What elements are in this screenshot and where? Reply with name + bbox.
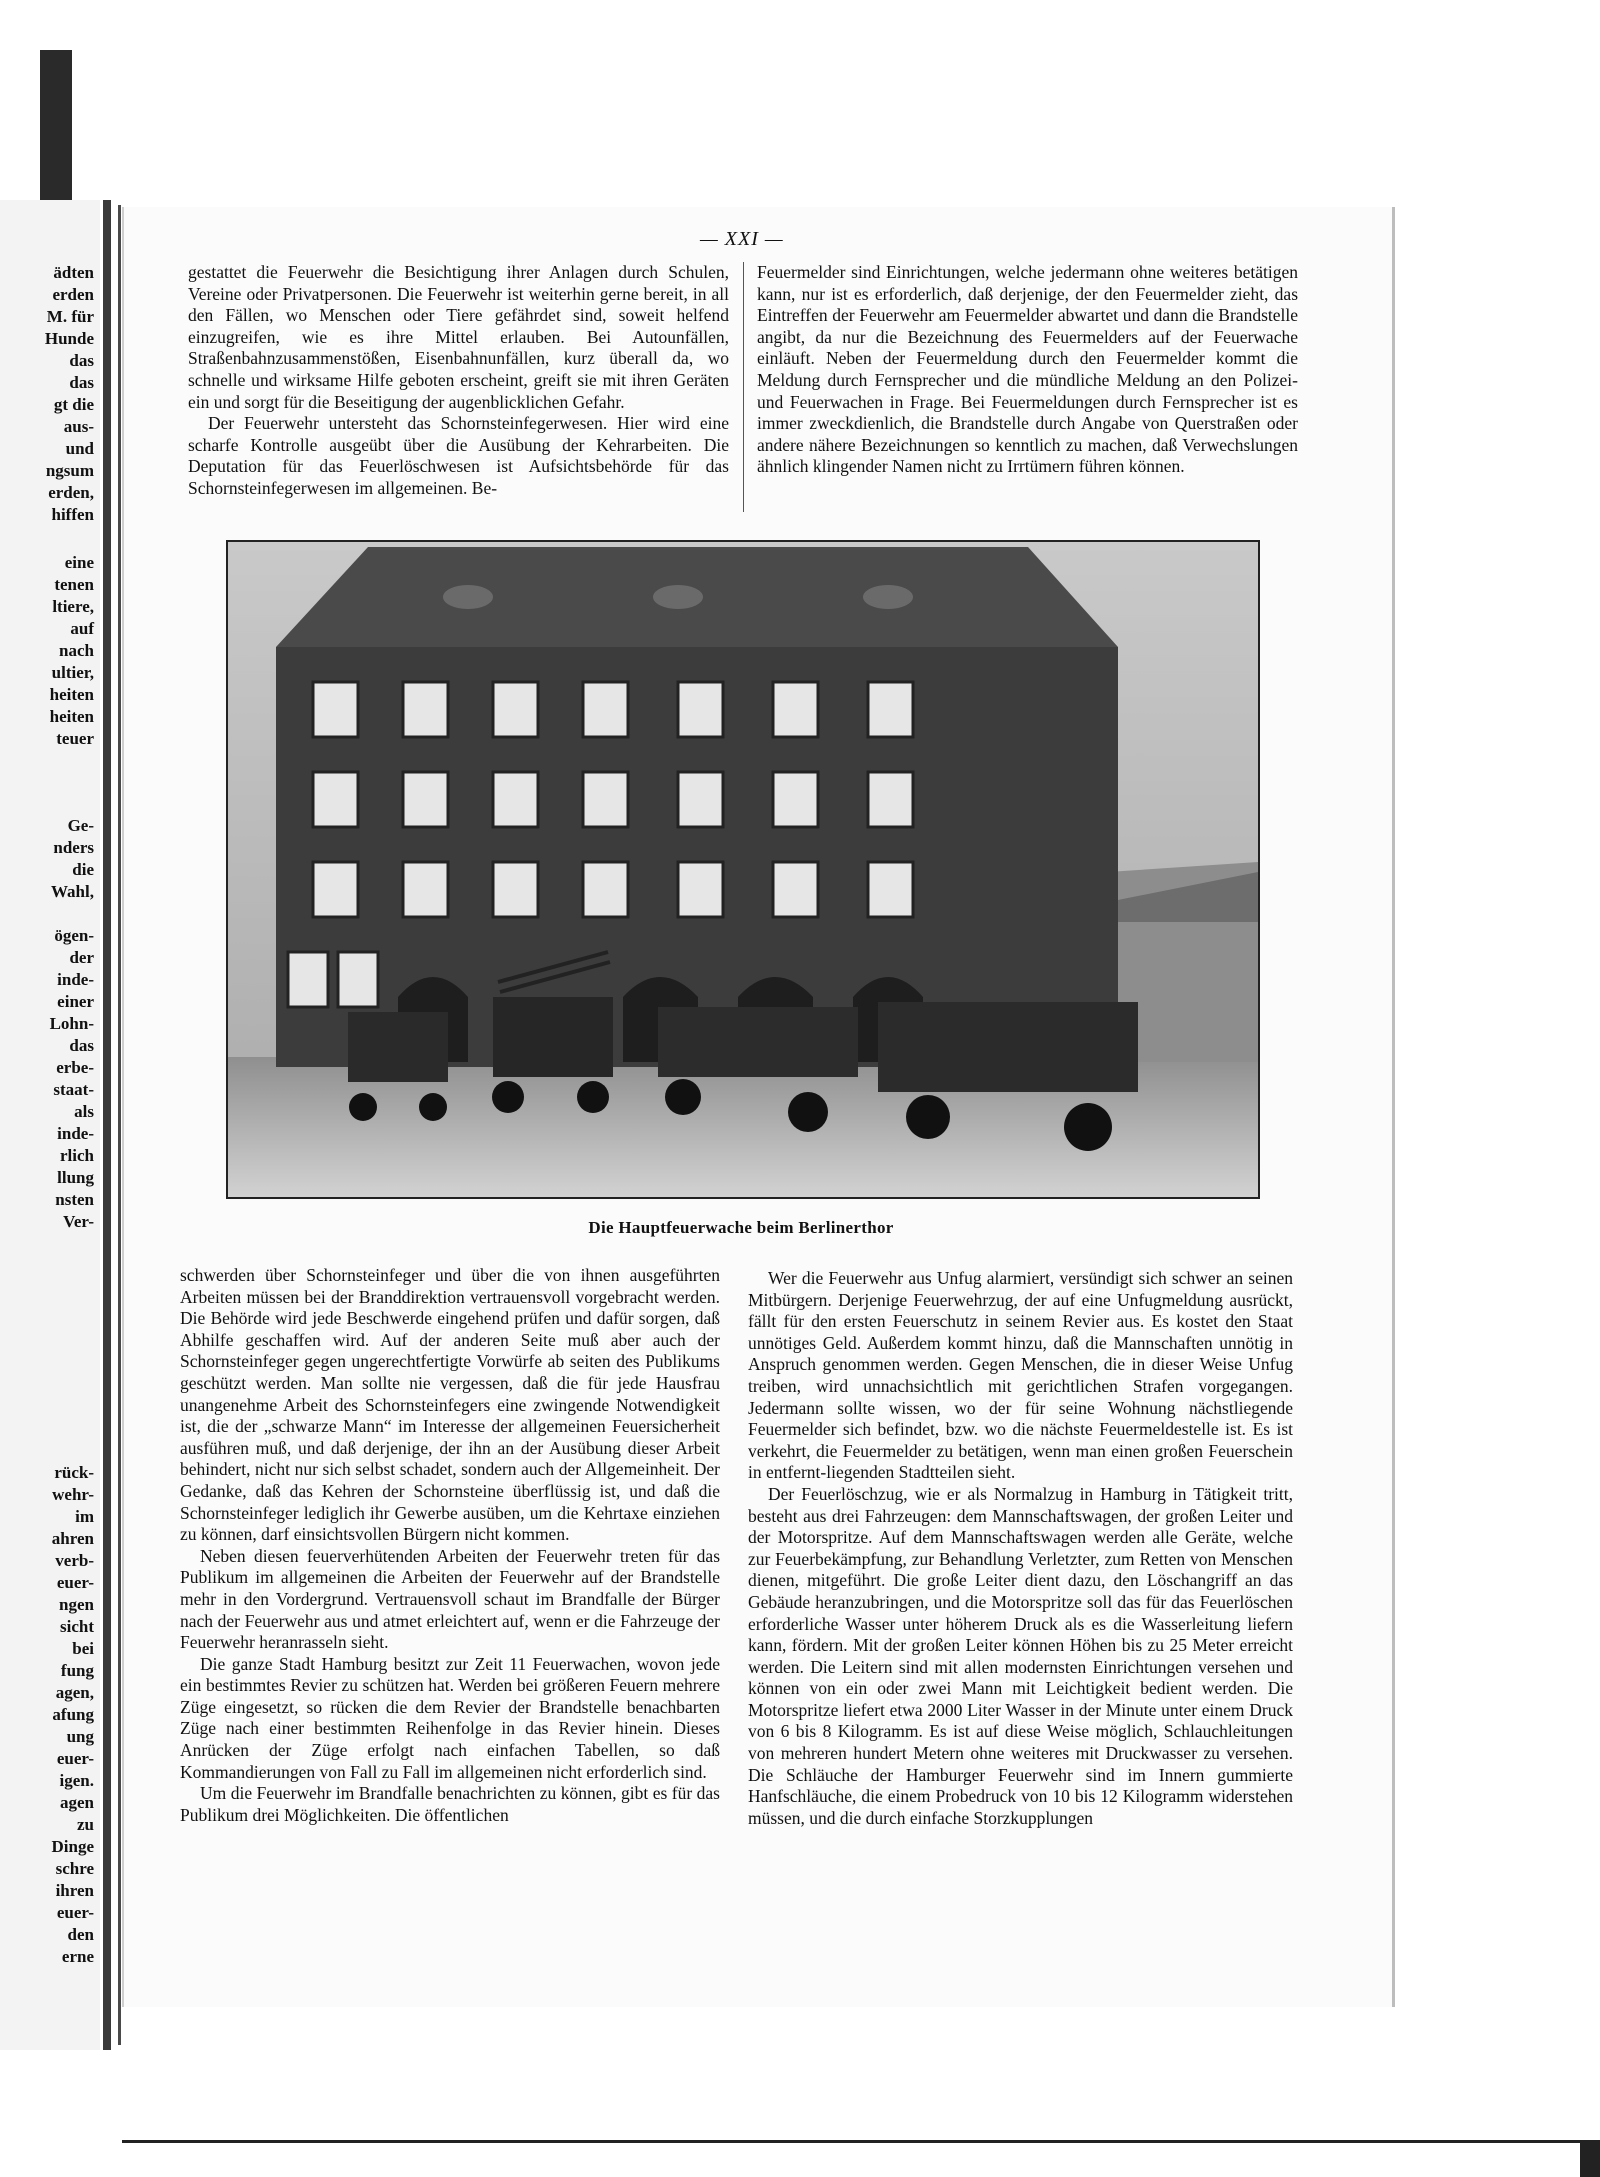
paragraph: schwerden über Schornsteinfeger und über die von ihnen ausgeführten Arbeiten müssen bei der Branddirektion vertrauensvoll vorgebracht werden. Die Behörde wird jede Beschwerde eingehend prüfen und dafür sorgen, daß Abhilfe geschaffen wird. Auf der anderen Seite muß aber auch der Schornsteinfeger gegen ungerechtfertigte Vorwürfe ab seiten des Publikums geschützt werden. Man sollte nie vergessen, daß die für jede Hausfrau unangenehme Arbeit des Schornsteinfegers eine zwingende Notwendigkeit ist, die der „schwarze Mann“ im Interesse der allgemeinen Feuersicherheit ausführen muß, und daß derjenige, der ihn an der Ausübung dieser Arbeit behindert, nicht nur sich selbst schadet, sondern auch der Allgemeinheit. Der Gedanke, daß das Kehren der Schornsteine überflüssig ist, und daß die Schornsteinfeger lediglich ihr Gewerbe ausüben, um die Kehrtaxe einziehen zu können, darf einsichtsvollen Bürgern nicht kommen. <box>180 1265 720 1545</box>
adjacent-left-page <box>0 200 100 2050</box>
left-page-text-fragment: wehr- <box>52 1485 94 1504</box>
window <box>678 682 723 737</box>
left-page-text-fragment: den <box>67 1925 94 1944</box>
window <box>288 952 328 1007</box>
window <box>403 862 448 917</box>
left-page-text-fragment: rlich <box>60 1146 94 1165</box>
paragraph: Um die Feuerwehr im Brandfalle benachrichten zu können, gibt es für das Publikum drei Möglichkeiten. Die öffentlichen <box>180 1783 720 1825</box>
window <box>678 862 723 917</box>
text-column-bottom-left <box>180 1265 720 1905</box>
left-page-text-fragment: Dinge <box>51 1837 94 1856</box>
left-page-text-fragment: Hunde <box>44 329 94 348</box>
left-page-text-fragment: das <box>69 1036 94 1055</box>
photo-caption: Die Hauptfeuerwache beim Berlinerthor <box>588 1218 894 1237</box>
window <box>868 862 913 917</box>
left-page-text-fragment: auf <box>70 619 94 638</box>
left-page-text-fragment: gt die <box>53 395 94 414</box>
left-page-text-fragment: ngsum <box>45 461 94 480</box>
left-page-text-fragment: einer <box>57 992 94 1011</box>
left-page-text-fragment: ahren <box>51 1529 94 1548</box>
left-page-text-fragment: das <box>69 351 94 370</box>
window <box>868 772 913 827</box>
left-page-text-fragment: hiffen <box>51 505 94 524</box>
left-page-text-fragment: Ge- <box>67 816 94 835</box>
left-page-text-fragment: zu <box>77 1815 94 1834</box>
text-column-top-left <box>188 262 729 510</box>
left-page-text-fragment: llung <box>57 1168 94 1187</box>
left-page-text-fragment: inde- <box>57 970 94 989</box>
book-gutter-line <box>118 205 121 2045</box>
left-page-text-fragment: ögen- <box>54 926 94 945</box>
left-page-text-fragment: erbe- <box>56 1058 94 1077</box>
left-page-text-fragment: afung <box>52 1705 94 1724</box>
paragraph: Wer die Feuerwehr aus Unfug alarmiert, versündigt sich schwer an seinen Mitbürgern. Derjenige Feuerwehrzug, der auf eine Unfugmeldung ausrückt, fällt für den ersten Feuerschutz in seinem Revier aus. Es kostet den Staat unnötiges Geld. Außerdem kommt hinzu, daß die Mannschaften unnötig in Anspruch genommen werden. Gegen Menschen, die in dieser Weise Unfug treiben, wird unnachsichtlich mit gerichtlichen Strafen vorgegangen. Jedermann sollte wissen, wo der für seine Wohnung nächstliegende Feuermelder sich befindet, bzw. wo die nächste Feuermeldestelle ist. Es ist verkehrt, die Feuermelder zu betätigen, wenn man einen großen Feuerschein in entfernt-liegenden Stadtteilen sieht. <box>748 1268 1293 1483</box>
paragraph: gestattet die Feuerwehr die Besichtigung ihrer Anlagen durch Schulen, Vereine oder Privatpersonen. Die Feuerwehr ist weiterhin gerne bereit, in all den Fällen, wo Menschen oder Tiere gefährdet sind, soweit helfend einzugreifen, wie es ihre Mittel erlauben. Bei Autounfällen, Straßenbahnzusammenstößen, Eisenbahnunfällen, kurz überall da, wo schnelle und wirksame Hilfe geboten erscheint, greift sie mit ihren Geräten ein und sorgt für die Beseitigung der augenblicklichen Gefahr. <box>188 262 729 412</box>
left-page-text-fragment: M. für <box>46 307 94 326</box>
left-page-text-fragment: erne <box>61 1947 94 1966</box>
left-page-text-fragment: agen, <box>55 1683 94 1702</box>
left-page-text-fragment: nsten <box>55 1190 94 1209</box>
left-page-text-fragment: schre <box>55 1859 94 1878</box>
left-page-text-fragment: inde- <box>57 1124 94 1143</box>
left-page-text-fragment: agen <box>60 1793 94 1812</box>
left-page-text-fragment: fung <box>60 1661 94 1680</box>
left-page-text-fragment: ädten <box>53 263 94 282</box>
window <box>583 862 628 917</box>
window <box>493 682 538 737</box>
left-page-text-fragment: teuer <box>56 729 94 748</box>
left-page-text-fragment: euer- <box>56 1573 94 1592</box>
window <box>313 862 358 917</box>
text-column-bottom-right <box>748 1268 1293 1908</box>
paragraph: Die ganze Stadt Hamburg besitzt zur Zeit 11 Feuerwachen, wovon jede ein bestimmtes Revier zu schützen hat. Werden bei größeren Feuern mehrere Züge eingesetzt, so rücken die dem Revier der Brandstelle benachbarten Züge nach einer bestimmten Reihenfolge in das Revier hinein. Dieses Anrücken der Züge erfolgt nach einfachen Tabellen, so daß Kommandierungen von Fall zu Fall im allgemeinen nicht erforderlich sind. <box>180 1653 720 1782</box>
window <box>773 772 818 827</box>
left-page-text-fragment: igen. <box>59 1771 94 1790</box>
text-column-top-right <box>757 262 1298 510</box>
window <box>583 772 628 827</box>
window <box>313 772 358 827</box>
window <box>338 952 378 1007</box>
left-page-text-fragment: heiten <box>49 685 94 704</box>
left-page-text-fragment: als <box>74 1102 94 1121</box>
paragraph: Der Feuerwehr untersteht das Schornsteinfegerwesen. Hier wird eine scharfe Kontrolle ausgeübt über die Ausübung der Kehrarbeiten. Die Deputation für das Feuerlöschwesen ist Aufsichtsbehörde für das Schornsteinfegerwesen im allgemeinen. Be- <box>188 413 729 498</box>
left-page-text-fragment: aus- <box>63 417 94 436</box>
left-page-text-fragment: ultier, <box>51 663 94 682</box>
left-page-text-fragment: nach <box>59 641 94 660</box>
left-page-text-fragment: eine <box>64 553 94 572</box>
scan-edge-strip <box>40 50 72 200</box>
fire-station-illustration <box>228 542 1258 1197</box>
left-page-text-fragment: das <box>69 373 94 392</box>
left-page-text-fragment: Ver- <box>63 1212 94 1231</box>
scan-right-corner <box>1580 2140 1600 2177</box>
fire-station-photo <box>226 540 1260 1199</box>
scan-bottom-edge <box>122 2140 1600 2143</box>
left-page-text-fragment: staat- <box>53 1080 94 1099</box>
window <box>583 682 628 737</box>
left-page-text-fragment: euer- <box>56 1903 94 1922</box>
window <box>493 772 538 827</box>
column-divider-top <box>743 262 744 512</box>
left-page-text-fragment: tenen <box>54 575 94 594</box>
left-page-text-fragment: nders <box>53 838 94 857</box>
left-page-text-fragment: die <box>72 860 94 879</box>
book-spine <box>103 200 111 2050</box>
window <box>678 772 723 827</box>
window <box>403 682 448 737</box>
left-page-text-fragment: erden, <box>48 483 94 502</box>
page-number: — XXI — <box>700 228 784 250</box>
left-page-text-fragment: erden <box>52 285 94 304</box>
left-page-text-fragment: verb- <box>55 1551 94 1570</box>
paragraph: Feuermelder sind Einrichtungen, welche jedermann ohne weiteres betätigen kann, nur ist es erforderlich, daß derjenige, der den Feuermelder zieht, das Eintreffen der Feuerwehr am Feuermelder abwartet und dann die Brandstelle angibt, da nur die Bezeichnung des Feuermelders auf der Feuerwache einläuft. Neben der Feuermeldung durch den Feuermelder kommt die Meldung durch Fernsprecher und die mündliche Meldung an den Polizei- und Feuerwachen in Frage. Bei Feuermeldungen durch Fernsprecher ist es immer zweckdienlich, die Brandstelle durch Angabe von Querstraßen oder andere nähere Bezeichnungen so kenntlich zu machen, daß Verwechslungen ähnlich klingender Namen nicht zu Irrtümern führen können. <box>757 262 1298 477</box>
paragraph: Neben diesen feuerverhütenden Arbeiten der Feuerwehr treten für das Publikum im allgemeinen die Arbeiten der Feuerwehr auf der Brandstelle mehr in den Vordergrund. Vertrauensvoll schaut im Brandfalle der Bürger nach der Feuerwehr aus und atmet erleichtert auf, wenn er die Fahrzeuge der Feuerwehr heranrasseln sieht. <box>180 1545 720 1653</box>
window <box>313 682 358 737</box>
left-page-text-fragment: und <box>65 439 94 458</box>
window <box>493 862 538 917</box>
left-page-text-fragment: im <box>75 1507 94 1526</box>
window <box>773 862 818 917</box>
left-page-text-fragment: rück- <box>54 1463 94 1482</box>
window <box>868 682 913 737</box>
left-page-text-fragment: Lohn- <box>49 1014 94 1033</box>
left-page-text-fragment: ngen <box>59 1595 94 1614</box>
left-page-text-fragment: Wahl, <box>51 882 94 901</box>
left-page-text-fragment: bei <box>72 1639 94 1658</box>
left-page-text-fragment: ung <box>66 1727 94 1746</box>
left-page-text-fragment: sicht <box>60 1617 94 1636</box>
left-page-text-fragment: heiten <box>49 707 94 726</box>
window <box>403 772 448 827</box>
paragraph: Der Feuerlöschzug, wie er als Normalzug in Hamburg in Tätigkeit tritt, besteht aus drei Fahrzeugen: dem Mannschaftswagen, der großen Leiter und der Motorspritze. Auf dem Mannschaftswagen werden alle Geräte, welche zur Feuerbekämpfung, zur Behandlung Verletzter, zum Retten von Menschen dienen, mitgeführt. Die große Leiter dient dazu, den Löschangriff an das Gebäude heranzubringen, und die Motorspritze soll das für das Feuerlöschen erforderliche Wasser unter höherem Druck als es die Wasserleitung liefern kann, fördern. Mit der großen Leiter können Höhen bis zu 25 Meter erreicht werden. Die Leitern sind mit allen modernsten Einrichtungen versehen und können von ein oder zwei Mann mit Leichtigkeit bedient werden. Die Motorspritze liefert etwa 2000 Liter Wasser in der Minute unter einem Druck von 6 bis 8 Kilogramm. Es ist auf diese Weise möglich, Schlauchleitungen von mehreren hundert Metern ohne weiteres mit Druckwasser zu versehen. Die Schläuche der Hamburger Feuerwehr sind im Innern gummierte Hanfschläuche, die einem Probedruck von 10 bis 12 Kilogramm widerstehen müssen, und die durch einfache Storzkupplungen <box>748 1483 1293 1828</box>
left-page-text-fragment: ihren <box>55 1881 94 1900</box>
left-page-text-fragment: der <box>69 948 94 967</box>
left-page-text-fragment: euer- <box>56 1749 94 1768</box>
window <box>773 682 818 737</box>
left-page-text-fragment: ltiere, <box>52 597 94 616</box>
